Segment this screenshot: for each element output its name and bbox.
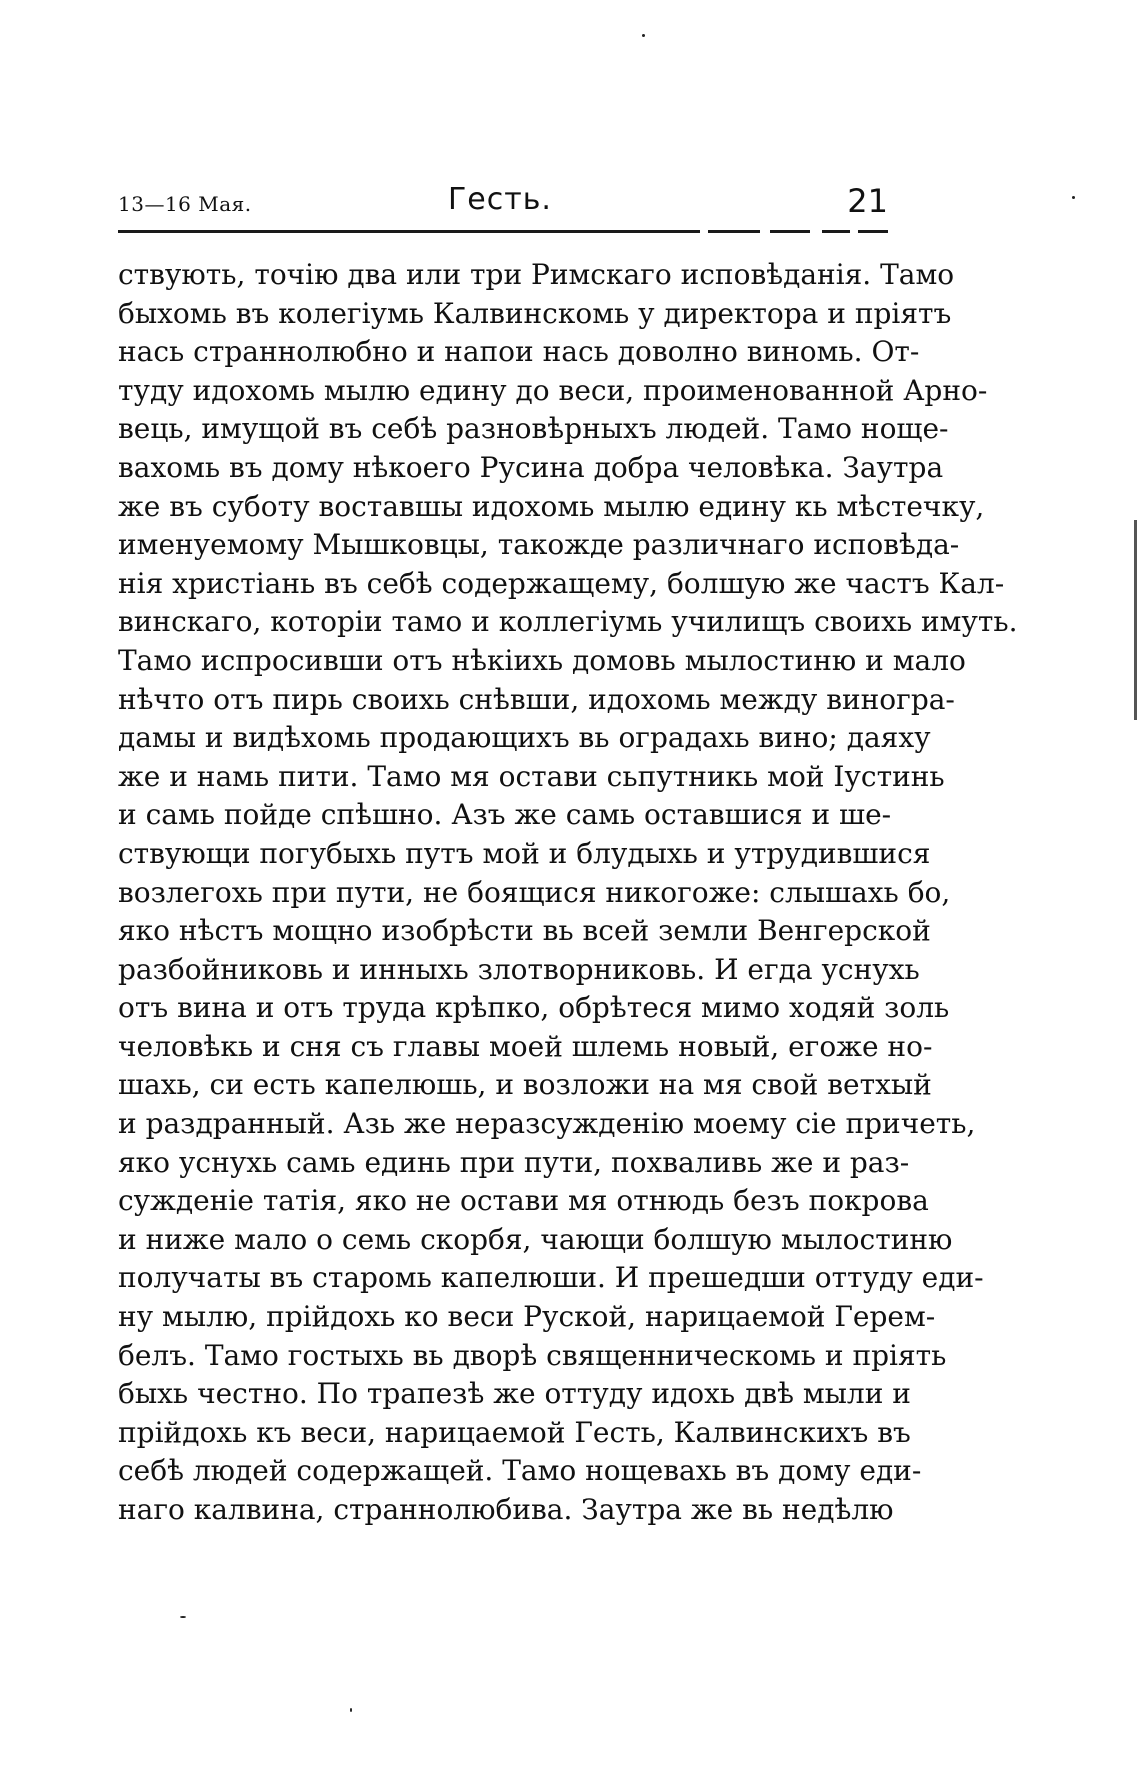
text-line: быхомь въ колегіумь Калвинскомь у директора и пріятъ: [118, 296, 952, 330]
text-line: винскаго, которіи тамо и коллегіумь училищъ своихь имуть.: [118, 605, 1018, 639]
print-speck: [1072, 196, 1075, 199]
text-line: белъ. Тамо гостыхь вь дворѣ священническомь и пріять: [118, 1338, 947, 1372]
body-text: [118, 256, 1018, 1530]
print-speck: [350, 1708, 352, 1712]
text-line: Тамо испросивши отъ нѣкіихь домовь мылостиню и мало: [118, 643, 966, 677]
text-line: же и намь пити. Тамо мя остави сьпутникь мой Іустинь: [118, 759, 945, 793]
text-line: наго калвина, страннолюбива. Заутра же вь недѣлю: [118, 1493, 894, 1526]
page-edge-mark: [1134, 520, 1137, 720]
text-line: туду идохомь мылю едину до веси, проименованной Арно-: [118, 373, 988, 407]
text-line: яко нѣстъ мощно изобрѣсти вь всей земли Венгерской: [118, 914, 931, 948]
text-line: шахь, си есть капелюшь, и возложи на мя свой ветхый: [118, 1068, 932, 1102]
text-line: человѣкь и сня съ главы моей шлемь новый, егоже но-: [118, 1029, 933, 1063]
text-line: яко уснухь самь единь при пути, похваливь же и раз-: [118, 1145, 910, 1179]
text-line: разбойниковь и инныхь злотворниковь. И егда уснухь: [118, 952, 920, 986]
text-line: же въ суботу воставшы идохомь мылю едину кь мѣстечку,: [118, 489, 985, 523]
rule-gap: [760, 230, 770, 233]
text-line: прійдохь къ веси, нарицаемой Гесть, Калвинскихъ въ: [118, 1415, 911, 1449]
text-line: нась страннолюбно и напои нась доволно виномь. От-: [118, 335, 920, 369]
text-line: быхь честно. По трапезѣ же оттуду идохь двѣ мыли и: [118, 1377, 911, 1411]
rule-gap: [810, 230, 822, 233]
text-line: нія христіань въ себѣ содержащему, болшую же частъ Кал-: [118, 566, 1005, 600]
text-line: себѣ людей содержащей. Тамо нощевахь въ дому еди-: [118, 1454, 922, 1488]
print-speck: [642, 34, 645, 37]
running-header: [118, 178, 888, 224]
text-line: ствують, точію два или три Римскаго исповѣданія. Тамо: [118, 258, 955, 291]
text-line: дамы и видѣхомь продающихъ вь оградахь вино; даяху: [118, 721, 931, 755]
text-line: и ниже мало о семь скорбя, чающи болшую мылостиню: [118, 1222, 953, 1256]
text-line: отъ вина и отъ труда крѣпко, обрѣтеся мимо ходяй золь: [118, 991, 950, 1025]
header-date: 13—16 Мая.: [118, 192, 252, 216]
rule-gap: [850, 230, 858, 233]
text-line: именуемому Мышковцы, такожде различнаго исповѣда-: [118, 528, 960, 562]
text-line: получаты въ старомь капелюши. И прешедши оттуду еди-: [118, 1261, 984, 1295]
text-line: ну мылю, прійдохь ко веси Руской, нарицаемой Герем-: [118, 1300, 936, 1334]
text-line: вець, имущой въ себѣ разновѣрныхъ людей. Тамо нощe-: [118, 412, 949, 446]
text-line: возлегохь при пути, не боящися никогоже: слышахь бо,: [118, 875, 951, 909]
text-line: и самь пойде спѣшно. Азъ же самь оставшися и ше-: [118, 798, 892, 832]
text-line: и раздранный. Азь же неразсужденію моему сіе причеть,: [118, 1107, 976, 1141]
header-rule: [118, 230, 888, 233]
text-line: нѣчто отъ пирь своихь снѣвши, идохомь между виногра-: [118, 682, 955, 716]
text-line: сужденіе татія, яко не остави мя отнюдь безъ покрова: [118, 1184, 929, 1218]
print-speck: [180, 1616, 186, 1618]
text-line: вахомь въ дому нѣкоего Русина добра человѣка. Заутра: [118, 450, 944, 484]
text-line: ствующи погубыхь путъ мой и блудыхь и утрудившися: [118, 836, 931, 870]
rule-gap: [700, 230, 708, 233]
page-number: 21: [847, 182, 888, 220]
header-title: Гесть.: [448, 182, 552, 217]
